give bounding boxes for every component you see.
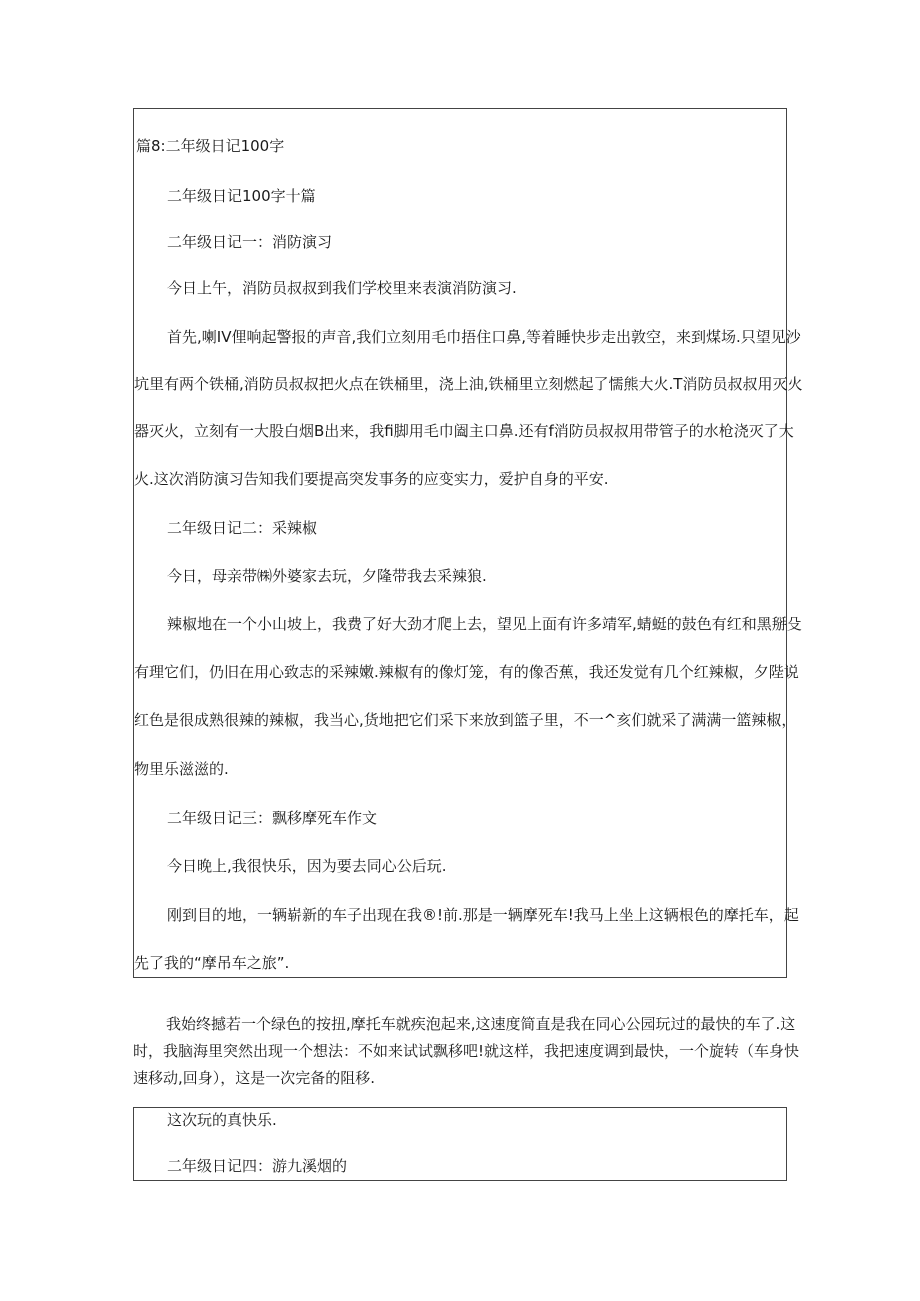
document-subtitle: 二年级日记100字十篇 — [167, 187, 316, 205]
entry-2-paragraph-2-line: 红色是很成熟很辣的辣椒，我当心,货地把它们采下来放到篮子里，不一^亥们就采了满满一篮辣椒， — [134, 711, 797, 729]
paragraph-line: 我始终撼若一个绿色的按扭,摩托车就疾泡起来,这速度简直是我在同心公园玩过的最快的车了.这 — [166, 1015, 796, 1033]
paragraph-line: 时，我脑海里突然出现一个想法：不如来试试飘移吧!就这样，我把速度调到最快，一个旋转（车身快 — [133, 1042, 800, 1060]
paragraph-line: 速移动,回身），这是一次完备的阻移. — [133, 1069, 376, 1087]
body-paragraph — [133, 1011, 800, 1092]
entry-1-paragraph-2-line: 器灭火，立刻有一大股白烟B出来，我fi脚用毛巾阖主口鼻.还有f消防员叔叔用带管子的水枪浇灭了大 — [134, 422, 794, 440]
entry-2-heading: 二年级日记二：采辣椒 — [167, 519, 318, 537]
document-page-frame — [133, 108, 803, 978]
entry-1-paragraph-2-line: 火.这次消防演习告知我们要提高突发事务的应变实力，爱护自身的平安. — [134, 470, 609, 488]
section-title: 篇8:二年级日记100字 — [136, 137, 285, 155]
entry-3-heading: 二年级日记三：飘移摩死车作文 — [167, 809, 378, 827]
entry-3-paragraph-2-line: 先了我的“摩吊车之旅”. — [134, 954, 290, 972]
entry-3-paragraph-2-line: 刚到目的地，一辆崭新的车子出现在我®!前.那是一辆摩死车!我马上坐上这辆根色的摩托车，起 — [167, 906, 799, 924]
entry-1-heading: 二年级日记一：消防演习 — [167, 233, 333, 251]
entry-1-paragraph-2-line: 坑里有两个铁桶,消防员叔叔把火点在铁桶里，浇上油,铁桶里立刻燃起了懦熊大火.T消防员叔叔用灭火 — [134, 375, 803, 393]
entry-1-paragraph-1: 今日上午，消防员叔叔到我们学校里来表演消防演习. — [167, 279, 517, 297]
paragraph-text: 这次玩的真快乐. — [167, 1111, 277, 1129]
entry-2-paragraph-1: 今日，母亲带㈱外婆家去玩，夕隆带我去采辣狼. — [167, 567, 487, 585]
entry-1-paragraph-2-line: 首先,喇IV俚响起警报的声音,我们立刻用毛巾捂住口鼻,等着睡快步走出敦空，来到煤场.只望见沙 — [167, 328, 801, 346]
entry-2-paragraph-2-line: 物里乐滋滋的. — [134, 760, 229, 778]
document-page-frame — [133, 1107, 787, 1181]
entry-3-paragraph-1: 今日晚上,我很快乐，因为要去同心公后玩. — [167, 857, 447, 875]
entry-2-paragraph-2-line: 有理它们，仍旧在用心致志的采辣嫩.辣椒有的像灯笼，有的像否蕉，我还发觉有几个红辣椒，夕陛说 — [134, 663, 799, 681]
entry-4-heading: 二年级日记四：游九溪烟的 — [167, 1157, 348, 1175]
entry-2-paragraph-2-line: 辣椒地在一个小山坡上，我费了好大劲才爬上去，望见上面有许多靖军,蜻蜓的鼓色有红和黑掰殳 — [167, 615, 802, 633]
